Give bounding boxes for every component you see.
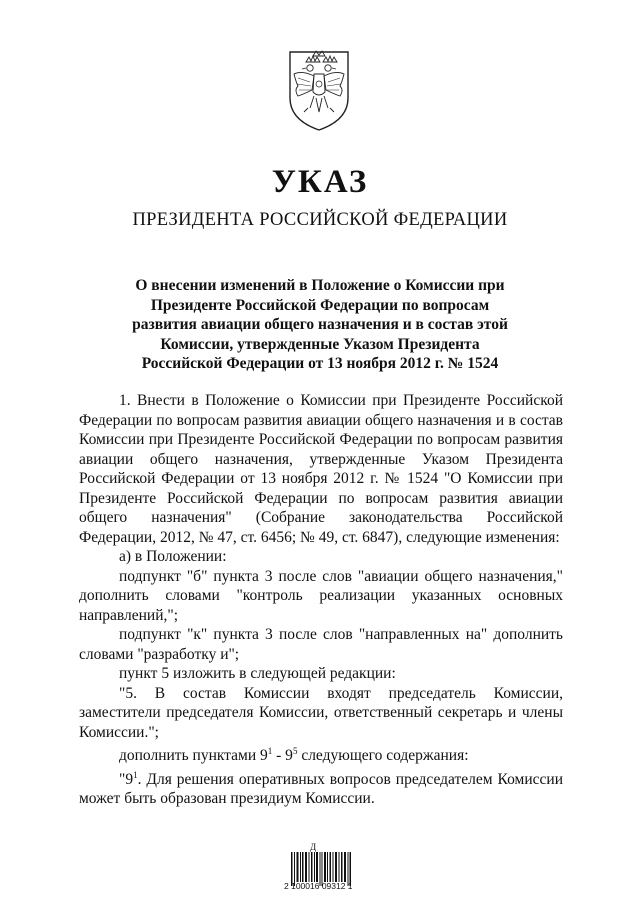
text-fragment: - 9 xyxy=(272,747,293,765)
document-type-title: УКАЗ xyxy=(271,164,369,200)
paragraph-subitem-a: а) в Положении: xyxy=(119,548,227,565)
paragraph-quoted-text xyxy=(79,766,563,809)
heading-line: О внесении изменений в Положение о Комиссии при xyxy=(135,277,505,294)
paragraph-amendment xyxy=(79,742,563,766)
text-fragment: следующего содержания: xyxy=(297,747,469,765)
barcode-number: 2 100016 09312 1 xyxy=(284,881,353,891)
heading-line: Комиссии, утвержденные Указом Президента xyxy=(160,335,480,353)
paragraph-amendment: подпункт "к" пункта 3 после слов "направленных на" дополнить словами "разработку и"; xyxy=(79,626,563,663)
superscript: 5 xyxy=(292,746,298,756)
superscript: 1 xyxy=(267,746,273,756)
paragraph-amendment: подпункт "б" пункта 3 после слов "авиации общего назначения," дополнить словами "контроль реализации указанных основных направлений,"; xyxy=(79,567,563,624)
paragraph-amendment: пункт 5 изложить в следующей редакции: xyxy=(119,665,396,682)
text-fragment: . Для решения оперативных вопросов председателем Комиссии может быть образован президиум Комиссии. xyxy=(79,770,563,808)
heading-line: Президенте Российской Федерации по вопросам xyxy=(150,296,490,314)
text-fragment: "9 xyxy=(119,770,134,788)
issuer-subtitle: ПРЕЗИДЕНТА РОССИЙСКОЙ ФЕДЕРАЦИИ xyxy=(132,210,508,230)
superscript: 1 xyxy=(133,769,138,780)
barcode-mark: Д xyxy=(310,842,317,852)
paragraph-item-1: 1. Внести в Положение о Комиссии при Президенте Российской Федерации по вопросам развития авиации общего назначения и в состав Комиссии при Президенте Российской Федерации по вопросам развития авиации общего назначения, утвержденные Указом Президента Российской Федерации от 13 ноября 2012 г. № 1524 "О Комиссии при Президенте Российской Федерации по вопросам развития авиации общего назначения" (Собрание законодательства Российской Федерации, 2012, № 47, ст. 6456; № 49, ст. 6847), следующие изменения: xyxy=(79,392,563,546)
text-fragment: дополнить пунктами 9 xyxy=(119,747,268,765)
state-emblem-icon xyxy=(284,46,354,132)
decree-body xyxy=(79,391,563,809)
decree-heading xyxy=(110,276,530,374)
heading-line: развития авиации общего назначения и в состав этой xyxy=(132,316,508,333)
heading-line: Российской Федерации от 13 ноября 2012 г. № 1524 xyxy=(141,355,499,372)
paragraph-quoted-text: "5. В состав Комиссии входят председатель Комиссии, заместители председателя Комиссии, ответственный секретарь и члены Комиссии."; xyxy=(79,684,563,741)
